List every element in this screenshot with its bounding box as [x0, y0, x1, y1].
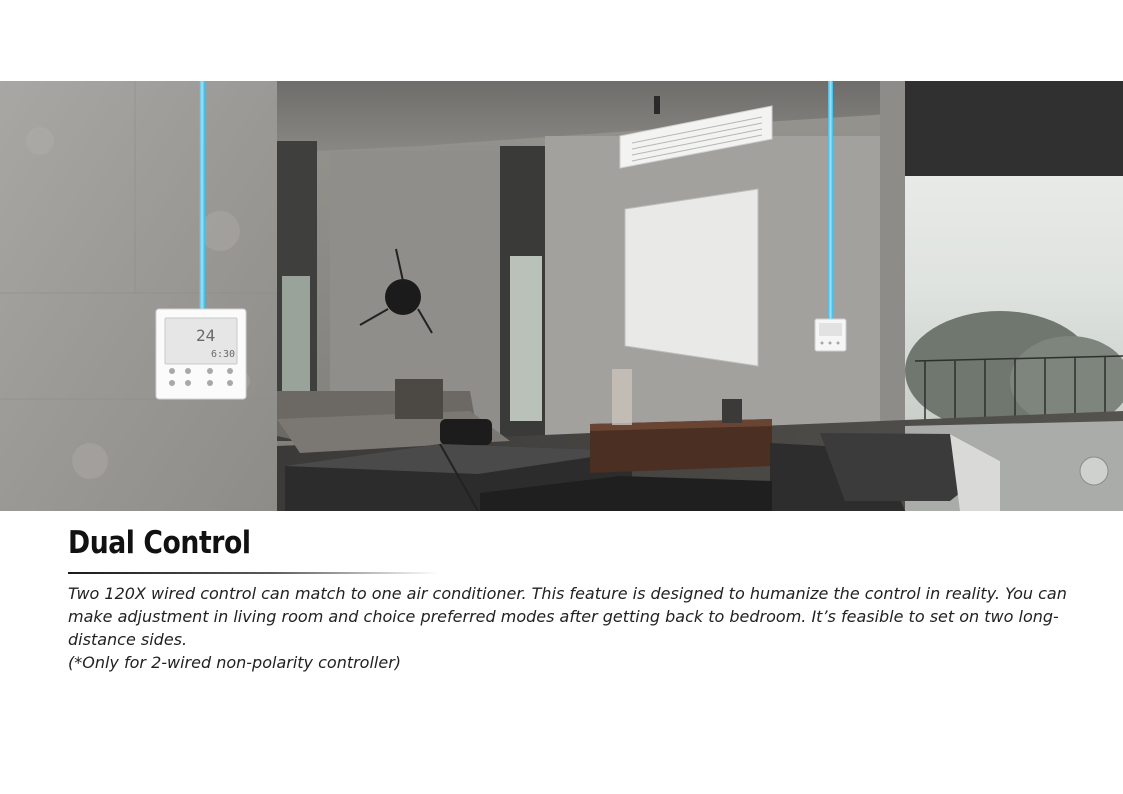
section-body	[68, 582, 1068, 674]
controller-temperature: 24	[196, 326, 216, 345]
controller-clock: 6:30	[211, 349, 236, 360]
hero-photo	[0, 81, 1123, 511]
description-paragraph: Two 120X wired control can match to one air conditioner. This feature is designed to humanize the control in reality. You can make adjustment in living room and choice preferred modes after getting back to bedroom. It’s feasible to set on two long-distance sides.	[68, 584, 1067, 649]
title-underline	[68, 572, 438, 574]
section-title: Dual Control	[68, 525, 251, 561]
footnote: (*Only for 2-wired non-polarity controller)	[68, 653, 402, 672]
